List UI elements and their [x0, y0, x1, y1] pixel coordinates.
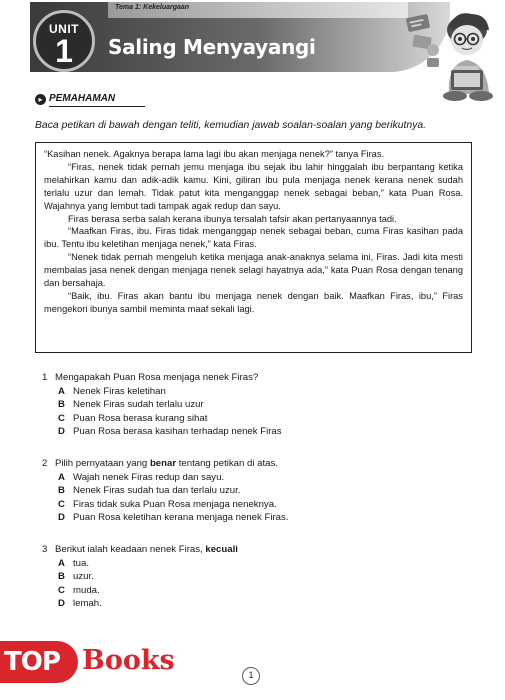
answer-option[interactable]	[58, 472, 288, 483]
option-letter: D	[58, 426, 65, 438]
option-letter: D	[58, 512, 65, 524]
logo-top-word: TOP	[0, 641, 78, 683]
passage-paragraph: “Maafkan Firas, ibu. Firas tidak menganggap nenek sebagai beban, cuma Firas kasihan pada ibu. Tentu ibu keletihan menjaga nenek,” kata Firas.	[44, 226, 463, 250]
option-text: Wajah nenek Firas redup dan sayu.	[73, 471, 225, 483]
theme-label: Tema 1: Kekeluargaan	[115, 4, 190, 11]
topbooks-logo	[0, 641, 200, 687]
answer-option[interactable]	[58, 585, 238, 596]
answer-option[interactable]	[58, 399, 282, 410]
question-stem	[42, 458, 288, 469]
section-label: PEMAHAMAN	[49, 93, 116, 104]
option-text: Puan Rosa berasa kurang sihat	[73, 412, 208, 424]
question-stem	[42, 372, 282, 383]
answer-option[interactable]	[58, 499, 288, 510]
answer-option[interactable]	[58, 426, 282, 437]
logo-books-word: Books	[82, 645, 175, 676]
question-number: 1	[42, 372, 48, 383]
question-text: Pilih pernyataan yang	[55, 458, 150, 469]
option-text: uzur.	[73, 571, 94, 583]
answer-option[interactable]	[58, 512, 288, 523]
option-text: Nenek Firas keletihan	[73, 385, 166, 397]
question-emphasis: benar	[149, 458, 177, 469]
option-letter: A	[58, 471, 65, 483]
answer-option[interactable]	[58, 485, 288, 496]
option-text: Nenek Firas sudah tua dan terlalu uzur.	[73, 485, 241, 497]
boy-reading-illustration	[405, 6, 500, 101]
answer-option[interactable]	[58, 386, 282, 397]
option-letter: A	[58, 557, 65, 569]
option-letter: B	[58, 399, 65, 411]
passage-paragraph: Firas berasa serba salah kerana ibunya tersalah tafsir akan pertanyaannya tadi.	[68, 213, 397, 224]
question-stem	[42, 544, 238, 555]
unit-header	[0, 0, 505, 92]
option-letter: C	[58, 584, 65, 596]
option-letter: B	[58, 485, 65, 497]
option-text: Puan Rosa berasa kasihan terhadap nenek Firas	[73, 426, 282, 438]
unit-title: Saling Menyayangi	[108, 35, 316, 59]
answer-option[interactable]	[58, 571, 238, 582]
question-3	[42, 544, 238, 609]
question-2	[42, 458, 288, 523]
question-1	[42, 372, 282, 437]
question-text: Mengapakah Puan Rosa menjaga nenek Firas?	[55, 372, 259, 383]
option-letter: D	[58, 598, 65, 610]
unit-number: 1	[55, 33, 73, 69]
arrow-right-icon: ▸	[35, 94, 46, 105]
option-text: Puan Rosa keletihan kerana menjaga nenek Firas.	[73, 512, 289, 524]
answer-option[interactable]	[58, 558, 238, 569]
option-letter: A	[58, 385, 65, 397]
option-text: Nenek Firas sudah terlalu uzur	[73, 399, 204, 411]
reading-passage-box	[35, 142, 472, 353]
question-number: 3	[42, 544, 48, 555]
section-underline	[49, 106, 145, 107]
passage-paragraph: “Nenek tidak pernah mengeluh ketika menjaga anak-anaknya selama ini, Firas. Jadi kita mesti membalas jasa nenek dengan menjaga nenek selagi hayatnya ada,” kata Puan Rosa dengan tenang dan bersahaja.	[44, 252, 463, 289]
passage-paragraph: “Kasihan nenek. Agaknya berapa lama lagi ibu akan menjaga nenek?” tanya Firas.	[44, 149, 385, 159]
answer-option[interactable]	[58, 413, 282, 424]
question-text: Berikut ialah keadaan nenek Firas,	[55, 544, 206, 555]
option-text: Firas tidak suka Puan Rosa menjaga neneknya.	[73, 498, 277, 510]
passage-paragraph: “Baik, ibu. Firas akan bantu ibu menjaga nenek dengan baik. Maafkan Firas, ibu,” Firas mengekori ibunya sambil meminta maaf sekali lagi.	[44, 290, 463, 314]
option-text: tua.	[73, 557, 90, 569]
option-letter: B	[58, 571, 65, 583]
option-text: lemah.	[73, 598, 102, 610]
page-number: 1	[242, 667, 260, 685]
unit-word: UNIT	[49, 22, 79, 36]
answer-option[interactable]	[58, 598, 238, 609]
instruction-text: Baca petikan di bawah dengan teliti, kemudian jawab soalan-soalan yang berikutnya.	[35, 120, 427, 131]
option-text: muda.	[73, 584, 100, 596]
unit-badge	[33, 10, 95, 72]
option-letter: C	[58, 412, 65, 424]
question-text-end: tentang petikan di atas.	[176, 458, 278, 469]
question-emphasis: kecuali	[205, 544, 238, 555]
option-letter: C	[58, 498, 65, 510]
passage-paragraph: “Firas, nenek tidak pernah jemu menjaga ibu sejak ibu lahir hinggalah ibu berpantang ketika melahirkan kamu dan adik-adik kamu. Kini, giliran ibu pula menjaga nenek kerana nenek sudah terlalu uzur dan lemah. Tidak patut kita menganggap nenek sebagai beban,” kata Puan Rosa. Wajahnya yang lembut tadi tampak agak redup dan sayu.	[44, 161, 463, 211]
question-number: 2	[42, 458, 48, 469]
